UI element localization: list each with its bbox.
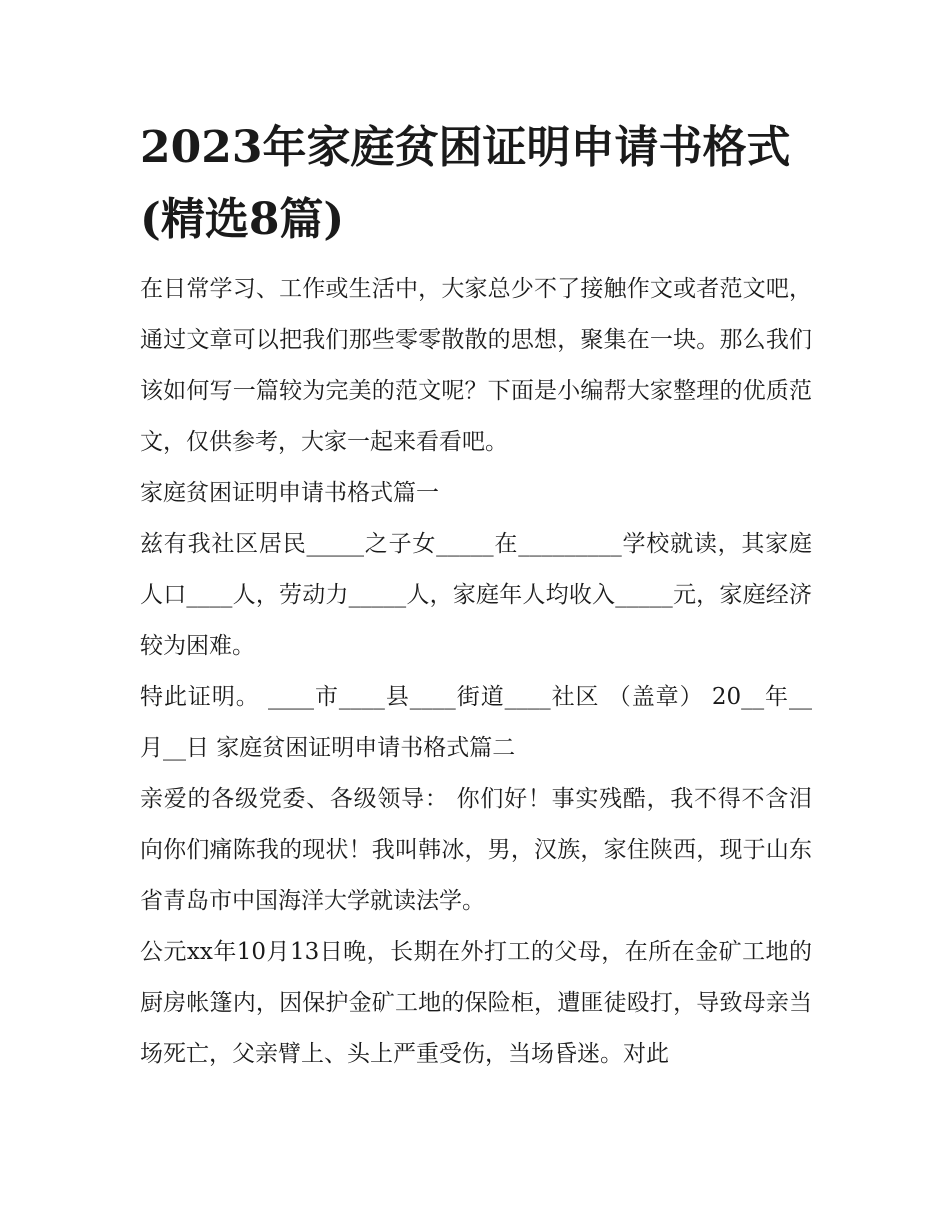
paragraph-letter-opening: 亲爱的各级党委、各级领导： 你们好！事实残酷，我不得不含泪向你们痛陈我的现状！我叫韩冰，男，汉族，家住陕西，现于山东省青岛市中国海洋大学就读法学。 (140, 786, 812, 914)
paragraph-letter-event: 公元xx年10月13日晚，长期在外打工的父母，在所在金矿工地的厨房帐篷内，因保护金矿工地的保险柜，遭匪徒殴打，导致母亲当场死亡，父亲臂上、头上严重受伤，当场昏迷。对此 (140, 939, 812, 1067)
paragraph-intro: 在日常学习、工作或生活中，大家总少不了接触作文或者范文吧，通过文章可以把我们那些零零散散的思想，聚集在一块。那么我们该如何写一篇较为完美的范文呢？下面是小编帮大家整理的优质范文，仅供参考，大家一起来看看吧。 (140, 276, 812, 455)
paragraph-certificate-body: 兹有我社区居民_____之子女_____在_________学校就读，其家庭人口____人，劳动力_____人，家庭年人均收入_____元，家庭经济较为困难。 (140, 531, 812, 659)
paragraph-certificate-signoff: 特此证明。 ____市____县____街道____社区 （盖章） 20__年__月__日 家庭贫困证明申请书格式篇二 (140, 684, 812, 761)
document-page (140, 112, 812, 1080)
document-title: 2023年家庭贫困证明申请书格式(精选8篇) (140, 122, 791, 245)
paragraph-section-heading-1: 家庭贫困证明申请书格式篇一 (140, 480, 439, 506)
